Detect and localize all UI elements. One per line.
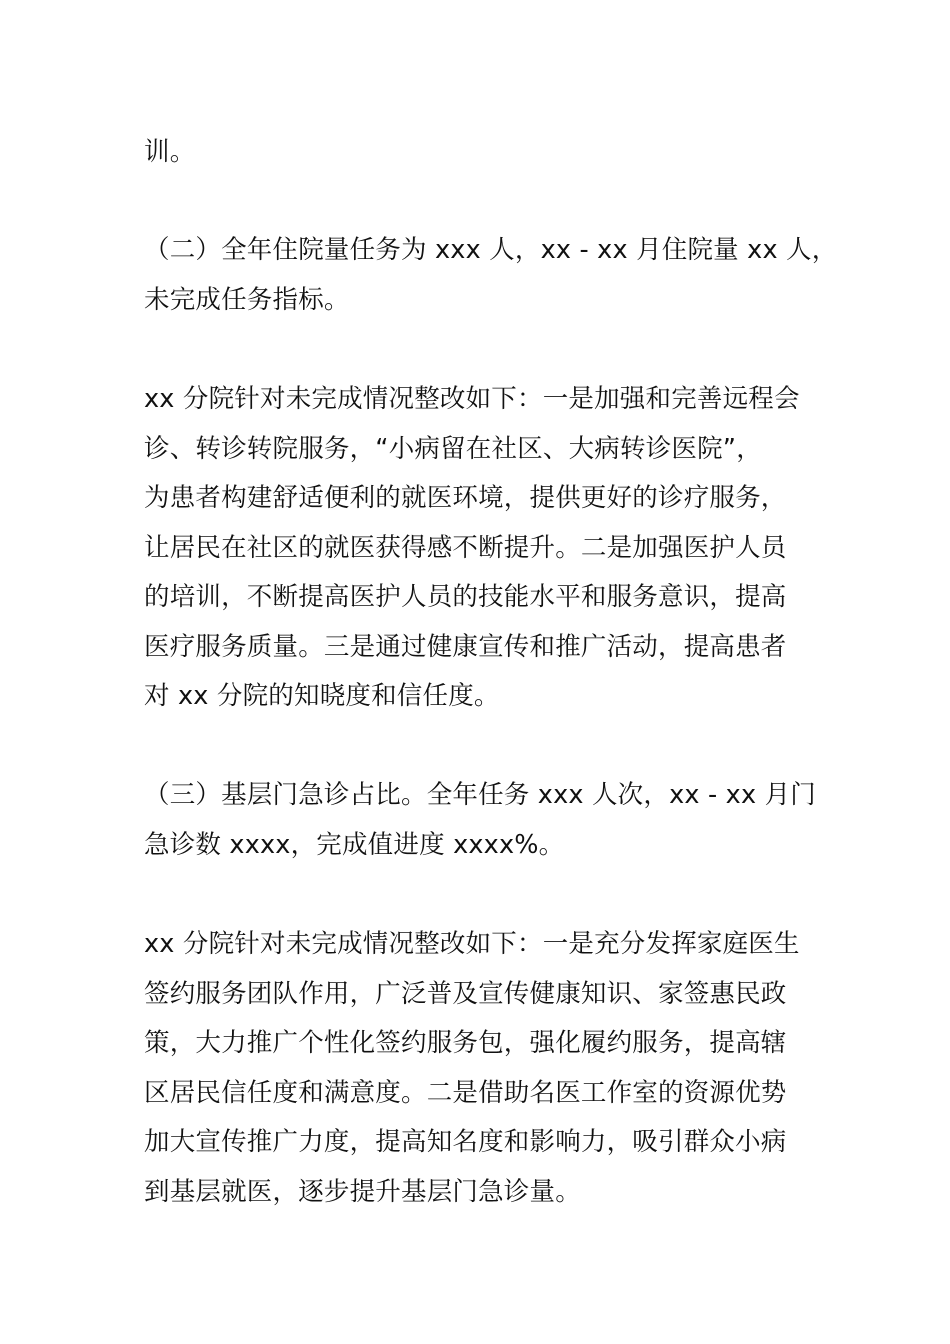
text-line: 未完成任务指标。	[144, 284, 350, 315]
text-line: 的培训，不断提高医护人员的技能水平和服务意识，提高	[144, 582, 787, 612]
paragraph-inpatient-task	[144, 226, 838, 325]
text-line: 签约服务团队作用，广泛普及宣传健康知识、家签惠民政	[144, 978, 787, 1009]
text-line: （三）基层门急诊占比。全年任务 xxx 人次，xx - xx 月门	[144, 780, 816, 810]
paragraph-outpatient-task	[144, 771, 816, 870]
paragraph-inpatient-rectification	[144, 375, 808, 722]
text-line: 加大宣传推广力度，提高知名度和影响力，吸引群众小病	[144, 1127, 787, 1157]
text-line: 区居民信任度和满意度。二是借助名医工作室的资源优势	[144, 1077, 787, 1108]
paragraph-outpatient-rectification	[144, 920, 808, 1217]
text-line: 对 xx 分院的知晓度和信任度。	[144, 681, 500, 711]
text-line: 诊、转诊转院服务，“小病留在社区、大病转诊医院”，	[144, 433, 762, 464]
text-line: 到基层就医，逐步提升基层门急诊量。	[144, 1176, 581, 1207]
text-line: 训。	[144, 137, 196, 167]
text-line: 策，大力推广个性化签约服务包，强化履约服务，提高辖	[144, 1028, 787, 1058]
text-line: （二）全年住院量任务为 xxx 人，xx - xx 月住院量 xx 人，	[144, 235, 838, 265]
text-line: 急诊数 xxxx，完成值进度 xxxx%。	[144, 829, 565, 860]
text-line: 让居民在社区的就医获得感不断提升。二是加强医护人员	[144, 532, 787, 563]
text-line: xx 分院针对未完成情况整改如下：一是充分发挥家庭医生	[144, 929, 800, 959]
text-line: xx 分院针对未完成情况整改如下：一是加强和完善远程会	[144, 384, 800, 414]
text-line: 为患者构建舒适便利的就医环境，提供更好的诊疗服务，	[144, 483, 787, 513]
text-line: 医疗服务质量。三是通过健康宣传和推广活动，提高患者	[144, 631, 787, 662]
paragraph-continuation	[144, 128, 808, 178]
